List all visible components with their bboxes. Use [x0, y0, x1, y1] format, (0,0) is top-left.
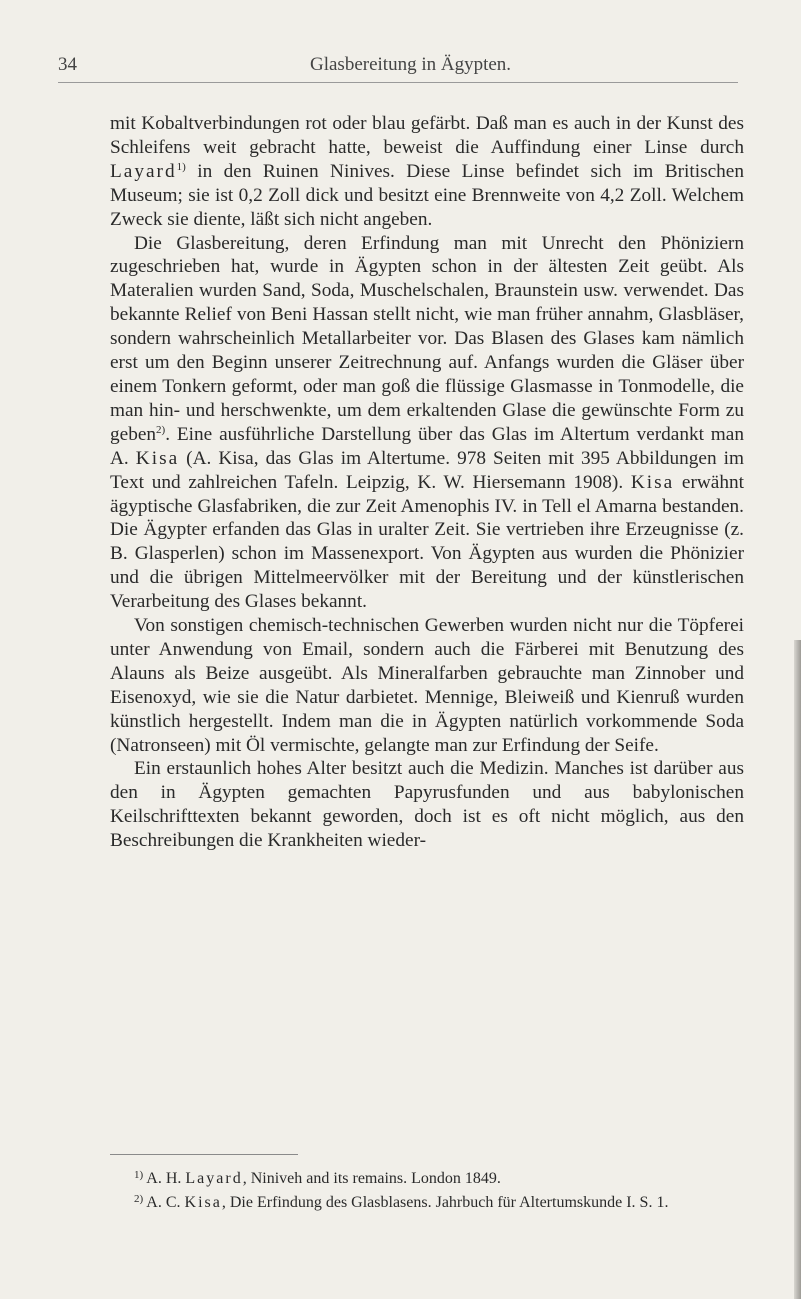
paragraph [110, 112, 744, 232]
text-run: Von sonstigen chemisch-technischen Gewerben wurden nicht nur die Töpferei unter Anwendung von Email, sondern auch die Färberei mit Benutzung des Alauns als Beize ausgeübt. Als Mineralfarben gebrauchte man Zinnober und Eisenoxyd, wie sie die Natur darbietet. Mennige, Bleiweiß und Kienruß wurden künstlich hergestellt. Indem man die in Ägypten natürlich vorkommende Soda (Natronseen) mit Öl vermischte, gelangte man zur Erfindung der Seife. [110, 615, 744, 756]
author-name: Layard [110, 160, 177, 182]
text-run: . Eine ausführliche Darstellung über das Glas im Altertum verdankt man A. [110, 423, 744, 469]
text-run: Ein erstaunlich hohes Alter besitzt auch die Medizin. Manches ist darüber aus den in Ägypten gemachten Papyrusfunden und aus babylonischen Keilschrifttexten bekannt geworden, doch ist es oft nicht möglich, aus den Beschreibungen die Krankheiten wieder- [110, 758, 744, 852]
footnote [110, 1165, 744, 1189]
page-edge-shadow [794, 640, 801, 1299]
author-name: Layard [185, 1170, 243, 1187]
text-run: mit Kobaltverbindungen rot oder blau gefärbt. Daß man es auch in der Kunst des Schleifens weit gebracht hatte, beweist die Auffindung einer Linse durch [110, 113, 744, 158]
text-run: Die Glasbereitung, deren Erfindung man mit Unrecht den Phöniziern zugeschrieben hat, wurde in Ägypten schon in der ältesten Zeit geübt. Als Materalien wurden Sand, Soda, Muschelschalen, Braunstein usw. verwendet. Das bekannte Relief von Beni Hassan stellt nicht, wie man früher annahm, Glasbläser, sondern wahrscheinlich Metallarbeiter vor. Das Blasen des Glases kam nämlich erst um den Beginn unserer Zeitrechnung auf. Anfangs wurden die Gläser über einem Tonkern geformt, oder man goß die flüssige Glasmasse in Tonmodelle, die man hin- und herschwenkte, um dem erkaltenden Glase die gewünschte Form zu geben [110, 232, 744, 445]
author-name: Kisa [184, 1194, 222, 1211]
footnote-mark: 2) [134, 1193, 144, 1205]
page-number: 34 [58, 54, 77, 75]
footnotes [110, 1165, 744, 1213]
text-run: A. C. [146, 1194, 185, 1211]
text-run: in den Ruinen Ninives. Diese Linse befindet sich im Britischen Museum; sie ist 0,2 Zoll dick und besitzt eine Brennweite von 4,2 Zoll. Welchem Zweck sie diente, läßt sich nicht angeben. [110, 160, 744, 230]
paragraph [110, 614, 744, 757]
body-text [110, 112, 744, 853]
footnote-reference: 1) [176, 160, 186, 173]
author-name: Kisa [135, 447, 180, 469]
author-name: Kisa [630, 471, 675, 493]
text-run: (A. Kisa, das Glas im Altertume. 978 Seiten mit 395 Abbildungen im Text und zahlreichen Tafeln. Leipzig, K. W. Hiersemann 1908). [110, 447, 744, 493]
text-run: , Niniveh and its remains. London 1849. [242, 1170, 501, 1187]
text-run: erwähnt ägyptische Glasfabriken, die zur Zeit Amenophis IV. in Tell el Amarna bestanden. Die Ägypter erfanden das Glas in uralter Zeit. Sie vertrieben ihre Erzeugnisse (z. B. Glasperlen) schon im Massenexport. Von Ägypten aus wurden die Phönizier und die übrigen Mittelmeervölker mit der Bereitung und der künstlerischen Verarbeitung des Glases bekannt. [110, 471, 745, 613]
paragraph [110, 757, 744, 853]
footnote-rule [110, 1154, 298, 1155]
paragraph [110, 232, 744, 615]
text-run: , Die Erfindung des Glasblasens. Jahrbuch für Altertumskunde I. S. 1. [221, 1194, 669, 1211]
text-run: A. H. [146, 1170, 186, 1187]
footnote [110, 1189, 744, 1213]
footnote-mark: 1) [134, 1169, 144, 1181]
header-rule [58, 82, 738, 83]
footnote-reference: 2) [156, 423, 166, 436]
running-title: Glasbereitung in Ägypten. [310, 54, 512, 75]
